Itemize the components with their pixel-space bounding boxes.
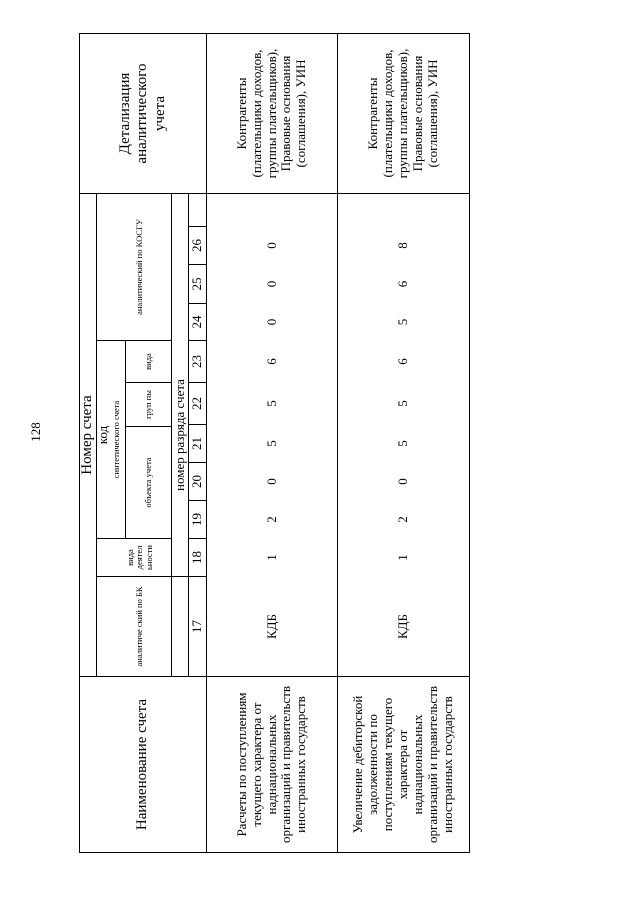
digit-21: 21 bbox=[189, 437, 205, 450]
row-1-detail: Контрагенты (плательщики доходов, группы плательщиков), Правовые основания (соглашения), УИН bbox=[233, 48, 309, 179]
header-account-number: Номер счета bbox=[78, 395, 95, 475]
digit-22: 22 bbox=[189, 397, 205, 410]
header-accounting-object: объекта учета bbox=[142, 457, 153, 508]
row-1-activity: 1 bbox=[263, 554, 279, 561]
header-group: груп пы bbox=[142, 390, 153, 419]
digit-19: 19 bbox=[189, 513, 205, 526]
header-code: код bbox=[95, 425, 110, 445]
row-2-name: Увеличение дебиторской задолженности по поступлениям текущего характера от наднациональных организаций и правительств иностранных государств bbox=[350, 685, 455, 844]
row-1-c25: 0 bbox=[263, 280, 279, 288]
header-activity-type: вида деятел ьности bbox=[124, 545, 154, 570]
row-1-c23: 6 bbox=[263, 358, 279, 365]
row-2-c25: 6 bbox=[395, 280, 411, 288]
digit-23: 23 bbox=[189, 355, 205, 368]
accounts-table bbox=[79, 33, 470, 853]
row-2-bk: КДБ bbox=[395, 614, 411, 640]
digit-26: 26 bbox=[189, 239, 205, 252]
row-2-c20: 0 bbox=[395, 478, 411, 485]
row-1-c24: 0 bbox=[263, 318, 279, 326]
digit-24: 24 bbox=[189, 315, 205, 329]
table-border-bottom bbox=[469, 33, 470, 853]
header-digit-number: номер разряда счета bbox=[171, 379, 187, 491]
header-account-name: Наименование счета bbox=[134, 698, 151, 831]
row-1-bk: КДБ bbox=[263, 614, 279, 640]
row-2-detail: Контрагенты (плательщики доходов, группы плательщиков), Правовые основания (соглашения), УИН bbox=[365, 48, 440, 179]
digit-25: 25 bbox=[189, 277, 205, 291]
header-analytic-kosgu: аналитический по КОСГУ bbox=[134, 219, 145, 315]
row-1-c22: 5 bbox=[263, 400, 279, 407]
digit-17: 17 bbox=[189, 620, 205, 633]
header-analytic-bk: аналитиче ский по БК bbox=[134, 586, 145, 667]
row-2-c26: 8 bbox=[395, 242, 411, 249]
row-2-c19: 2 bbox=[395, 516, 411, 523]
row-1-c26: 0 bbox=[263, 242, 279, 249]
header-synthetic-account: синтетического счета bbox=[111, 400, 122, 479]
digit-20: 20 bbox=[189, 475, 205, 488]
digit-18: 18 bbox=[189, 551, 205, 564]
header-detail: Детализация аналитического учета bbox=[117, 63, 168, 164]
row-2-activity: 1 bbox=[395, 554, 411, 561]
header-kind: вида bbox=[142, 353, 153, 370]
page-number: 128 bbox=[28, 422, 43, 442]
row-1-c19: 2 bbox=[263, 516, 279, 523]
row-1-c20: 0 bbox=[263, 478, 279, 485]
row-2-c21: 5 bbox=[395, 440, 411, 447]
row-1-name: Расчеты по поступлениям текущего характера от наднациональных организаций и правительств иностранных государств bbox=[233, 685, 309, 844]
row-1-c21: 5 bbox=[263, 440, 279, 447]
row-2-c24: 5 bbox=[395, 318, 411, 326]
row-2-c23: 6 bbox=[395, 358, 411, 365]
row-2-c22: 5 bbox=[395, 400, 411, 407]
table-border-left bbox=[79, 852, 470, 853]
